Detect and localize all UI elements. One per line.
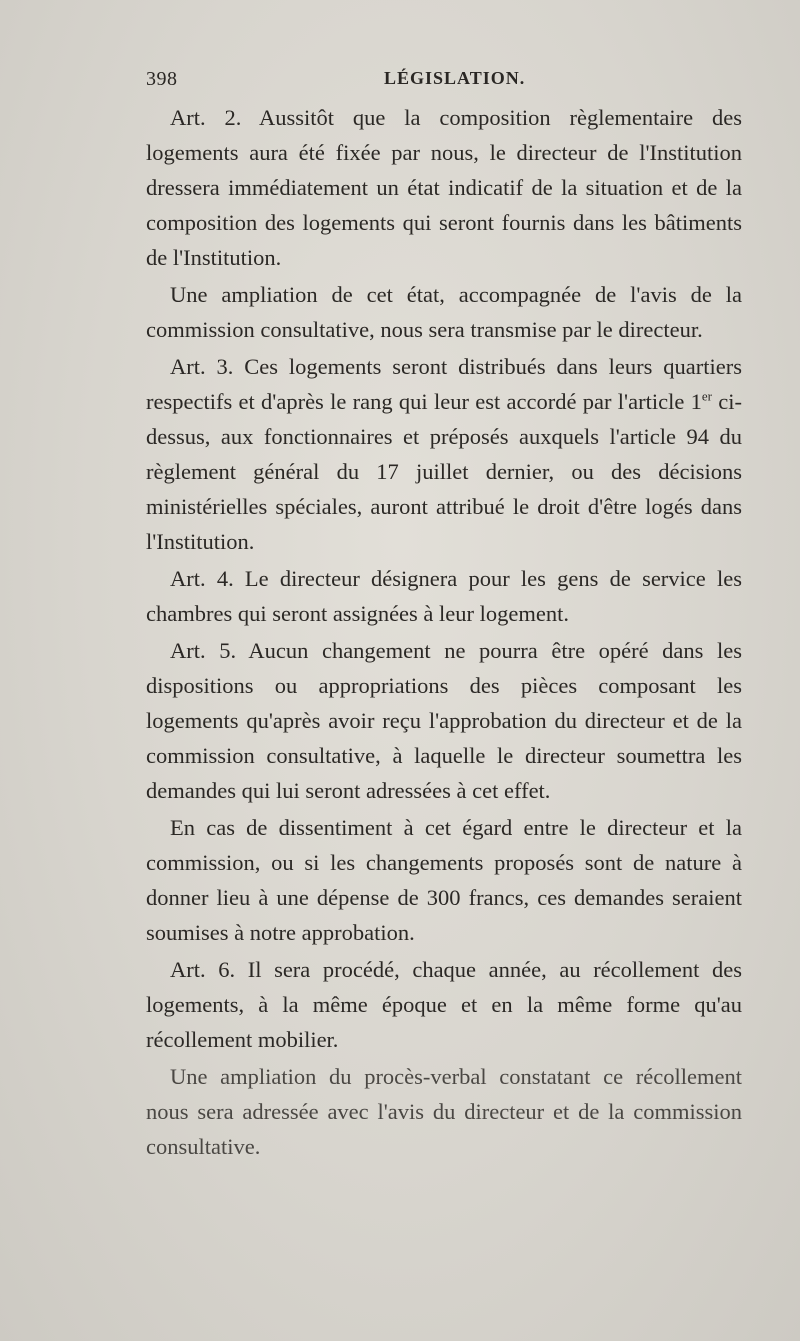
- art-3-text-end: ci-dessus, aux fonctionnaires et préposés auxquels l'article 94 du règlement général du 17 juillet dernier, ou des décisions ministérielles spéciales, auront attribué le droit d'être logés dans l'Institution.: [146, 389, 742, 554]
- running-head: [146, 68, 742, 98]
- ordinal-superscript: er: [701, 388, 712, 404]
- art-3-text-start: Art. 3. Ces logements seront distribués dans leurs quartiers respectifs et d'après le rang qui leur est accordé par l'article 1: [146, 354, 742, 414]
- page-number: 398: [146, 68, 178, 90]
- running-head-title: LÉGISLATION.: [384, 68, 526, 88]
- paragraph-dissentiment: En cas de dissentiment à cet égard entre le directeur et la commission, ou si les changements proposés sont de nature à donner lieu à une dépense de 300 francs, ces demandes seraient soumises à notre approbation.: [146, 815, 742, 945]
- paragraph-art-5: Art. 5. Aucun changement ne pourra être opéré dans les dispositions ou appropriations des pièces composant les logements qu'après avoir reçu l'approbation du directeur et de la commission consultative, à laquelle le directeur soumettra les demandes qui lui seront adressées à cet effet.: [146, 638, 742, 803]
- paragraph-art-6: Art. 6. Il sera procédé, chaque année, au récollement des logements, à la même époque et en la même forme qu'au récollement mobilier.: [146, 957, 742, 1052]
- paragraph-ampliation-etat: Une ampliation de cet état, accompagnée de l'avis de la commission consultative, nous sera transmise par le directeur.: [146, 282, 742, 342]
- paragraph-art-3: [146, 349, 742, 559]
- paragraph-ampliation-proces-verbal: Une ampliation du procès-verbal constatant ce récollement nous sera adressée avec l'avis du directeur et de la commission consultative.: [146, 1064, 742, 1159]
- paragraph-art-2: Art. 2. Aussitôt que la composition règlementaire des logements aura été fixée par nous, le directeur de l'Institution dressera immédiatement un état indicatif de la situation et de la composition des logements qui seront fournis dans les bâtiments de l'Institution.: [146, 105, 742, 270]
- page-body: [146, 100, 742, 1166]
- paragraph-art-4: Art. 4. Le directeur désignera pour les gens de service les chambres qui seront assignées à leur logement.: [146, 566, 742, 626]
